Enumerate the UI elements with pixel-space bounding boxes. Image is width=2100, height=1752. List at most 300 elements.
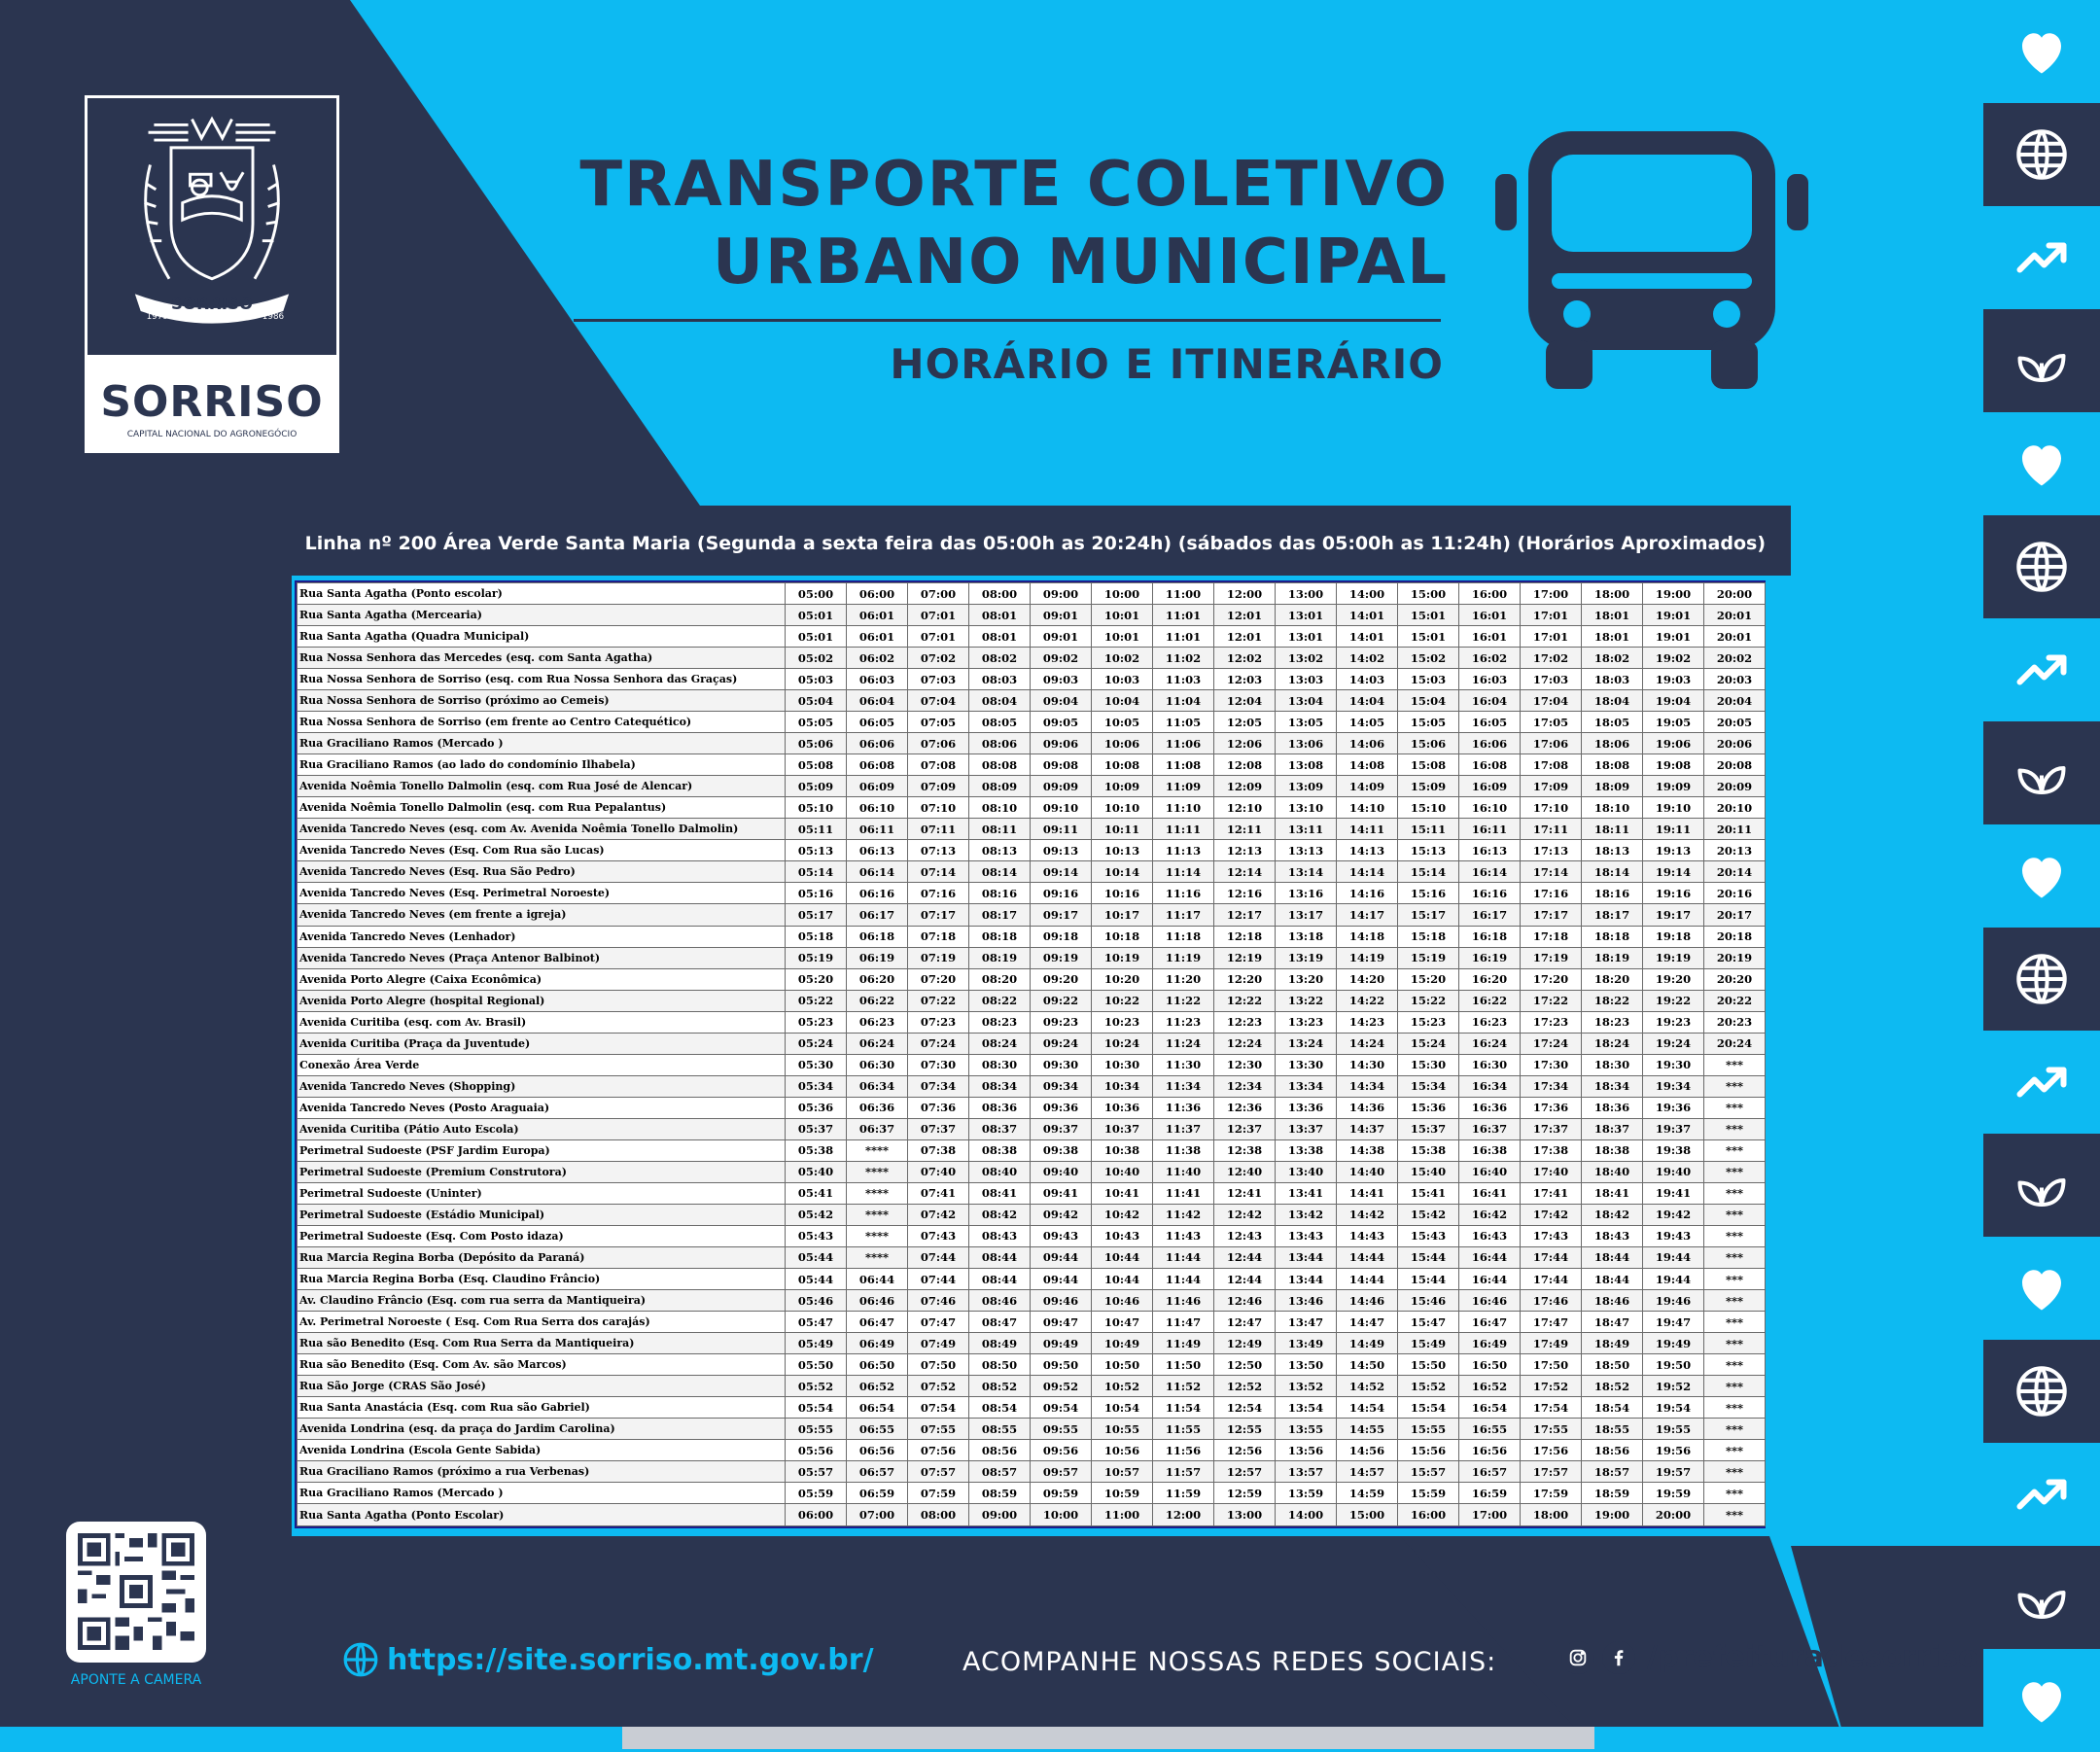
line-info-text: Linha nº 200 Área Verde Santa Maria (Segunda a sexta feira das 05:00h as 20:24h) (sábados das 05:00h as 11:24h) (Horários Aproximados) <box>304 533 1766 554</box>
departure-time: *** <box>1704 1376 1766 1397</box>
stop-name: Avenida Noêmia Tonello Dalmolin (esq. com Rua José de Alencar) <box>298 776 786 797</box>
table-row <box>298 1033 1766 1054</box>
departure-time: 19:20 <box>1643 968 1704 990</box>
departure-time: 12:18 <box>1214 926 1276 947</box>
page-title <box>544 146 1449 301</box>
departure-time: 12:49 <box>1214 1333 1276 1354</box>
departure-time: 11:49 <box>1153 1333 1214 1354</box>
departure-time: 18:40 <box>1582 1161 1643 1182</box>
departure-time: 16:00 <box>1398 1504 1459 1526</box>
departure-time: 09:36 <box>1031 1097 1092 1118</box>
departure-time: 15:50 <box>1398 1354 1459 1376</box>
departure-time: 15:05 <box>1398 712 1459 733</box>
departure-time: 19:36 <box>1643 1097 1704 1118</box>
departure-time: 08:43 <box>969 1225 1031 1246</box>
departure-time: 09:59 <box>1031 1483 1092 1504</box>
departure-time: 09:06 <box>1031 733 1092 754</box>
departure-time: 13:08 <box>1276 754 1337 776</box>
departure-time: 20:02 <box>1704 648 1766 669</box>
departure-time: 16:01 <box>1459 626 1521 648</box>
departure-time: 08:22 <box>969 990 1031 1011</box>
departure-time: 13:02 <box>1276 648 1337 669</box>
departure-time: *** <box>1704 1290 1766 1312</box>
departure-time: 15:00 <box>1398 583 1459 605</box>
table-row <box>298 840 1766 861</box>
departure-time: 12:46 <box>1214 1290 1276 1312</box>
table-row <box>298 690 1766 712</box>
departure-time: 15:10 <box>1398 797 1459 819</box>
stop-name: Avenida Porto Alegre (hospital Regional) <box>298 990 786 1011</box>
departure-time: 13:22 <box>1276 990 1337 1011</box>
departure-time: 15:09 <box>1398 776 1459 797</box>
departure-time: 09:50 <box>1031 1354 1092 1376</box>
departure-time: 19:00 <box>1643 583 1704 605</box>
departure-time: 17:52 <box>1521 1376 1582 1397</box>
stop-name: Avenida Tancredo Neves (Shopping) <box>298 1075 786 1097</box>
departure-time: 16:06 <box>1459 733 1521 754</box>
heart-icon <box>1983 1237 2100 1340</box>
departure-time: 13:34 <box>1276 1075 1337 1097</box>
departure-time: 09:47 <box>1031 1312 1092 1333</box>
stop-name: Rua Santa Agatha (Quadra Municipal) <box>298 626 786 648</box>
departure-time: 13:04 <box>1276 690 1337 712</box>
departure-time: 11:36 <box>1153 1097 1214 1118</box>
departure-time: 11:04 <box>1153 690 1214 712</box>
stop-name: Perimetral Sudoeste (Uninter) <box>298 1182 786 1204</box>
departure-time: 06:50 <box>847 1354 908 1376</box>
departure-time: 13:37 <box>1276 1118 1337 1139</box>
departure-time: 08:37 <box>969 1118 1031 1139</box>
departure-time: 20:23 <box>1704 1011 1766 1033</box>
departure-time: 13:30 <box>1276 1054 1337 1075</box>
departure-time: 15:22 <box>1398 990 1459 1011</box>
departure-time: 05:55 <box>786 1419 847 1440</box>
departure-time: 09:55 <box>1031 1419 1092 1440</box>
departure-time: 06:10 <box>847 797 908 819</box>
trending-up-icon <box>1983 618 2100 721</box>
departure-time: 07:34 <box>908 1075 969 1097</box>
stop-name: Avenida Londrina (esq. da praça do Jardim Carolina) <box>298 1419 786 1440</box>
departure-time: 11:08 <box>1153 754 1214 776</box>
departure-time: 15:19 <box>1398 947 1459 968</box>
departure-time: 20:10 <box>1704 797 1766 819</box>
departure-time: 17:30 <box>1521 1054 1582 1075</box>
departure-time: 19:06 <box>1643 733 1704 754</box>
departure-time: 15:36 <box>1398 1097 1459 1118</box>
departure-time: 15:52 <box>1398 1376 1459 1397</box>
departure-time: *** <box>1704 1204 1766 1225</box>
departure-time: 13:43 <box>1276 1225 1337 1246</box>
departure-time: 19:01 <box>1643 605 1704 626</box>
departure-time: 06:01 <box>847 605 908 626</box>
departure-time: 12:47 <box>1214 1312 1276 1333</box>
departure-time: 09:40 <box>1031 1161 1092 1182</box>
departure-time: 14:09 <box>1337 776 1398 797</box>
departure-time: 08:04 <box>969 690 1031 712</box>
website-link[interactable] <box>342 1641 874 1678</box>
departure-time: 18:41 <box>1582 1182 1643 1204</box>
departure-time: 05:20 <box>786 968 847 990</box>
table-row <box>298 1182 1766 1204</box>
departure-time: 10:00 <box>1031 1504 1092 1526</box>
departure-time: 07:05 <box>908 712 969 733</box>
departure-time: 10:59 <box>1092 1483 1153 1504</box>
departure-time: 09:37 <box>1031 1118 1092 1139</box>
stop-name: Perimetral Sudoeste (Esq. Com Posto idaza) <box>298 1225 786 1246</box>
departure-time: 09:13 <box>1031 840 1092 861</box>
departure-time: 09:56 <box>1031 1440 1092 1461</box>
departure-time: 06:52 <box>847 1376 908 1397</box>
stop-name: Avenida Tancredo Neves (em frente a igreja) <box>298 904 786 926</box>
departure-time: 16:42 <box>1459 1204 1521 1225</box>
departure-time: 13:59 <box>1276 1483 1337 1504</box>
departure-time: 09:46 <box>1031 1290 1092 1312</box>
departure-time: 18:55 <box>1582 1419 1643 1440</box>
departure-time: 06:47 <box>847 1312 908 1333</box>
departure-time: 13:24 <box>1276 1033 1337 1054</box>
departure-time: **** <box>847 1225 908 1246</box>
departure-time: 07:09 <box>908 776 969 797</box>
departure-time: 11:30 <box>1153 1054 1214 1075</box>
departure-time: 16:13 <box>1459 840 1521 861</box>
stop-name: Avenida Tancredo Neves (Praça Antenor Balbinot) <box>298 947 786 968</box>
departure-time: 12:36 <box>1214 1097 1276 1118</box>
heart-icon <box>1983 0 2100 103</box>
departure-time: **** <box>847 1182 908 1204</box>
departure-time: 15:13 <box>1398 840 1459 861</box>
departure-time: 06:36 <box>847 1097 908 1118</box>
departure-time: 18:59 <box>1582 1483 1643 1504</box>
departure-time: 07:56 <box>908 1440 969 1461</box>
logo-year-left: 1979 <box>146 311 168 322</box>
departure-time: 05:11 <box>786 819 847 840</box>
stop-name: Rua São Jorge (CRAS São José) <box>298 1376 786 1397</box>
departure-time: 10:13 <box>1092 840 1153 861</box>
departure-time: 10:04 <box>1092 690 1153 712</box>
departure-time: 07:52 <box>908 1376 969 1397</box>
departure-time: 10:42 <box>1092 1204 1153 1225</box>
departure-time: 07:22 <box>908 990 969 1011</box>
departure-time: 15:03 <box>1398 669 1459 690</box>
departure-time: 07:18 <box>908 926 969 947</box>
departure-time: 20:00 <box>1704 583 1766 605</box>
departure-time: 07:44 <box>908 1269 969 1290</box>
departure-time: 20:11 <box>1704 819 1766 840</box>
departure-time: 07:08 <box>908 754 969 776</box>
departure-time: 11:10 <box>1153 797 1214 819</box>
departure-time: 10:43 <box>1092 1225 1153 1246</box>
departure-time: 07:30 <box>908 1054 969 1075</box>
departure-time: 20:13 <box>1704 840 1766 861</box>
stop-name: Avenida Tancredo Neves (Esq. Perimetral Noroeste) <box>298 883 786 904</box>
departure-time: 06:00 <box>786 1504 847 1526</box>
departure-time: 15:23 <box>1398 1011 1459 1033</box>
departure-time: 16:52 <box>1459 1376 1521 1397</box>
departure-time: 14:22 <box>1337 990 1398 1011</box>
departure-time: 07:36 <box>908 1097 969 1118</box>
departure-time: 17:06 <box>1521 733 1582 754</box>
table-row <box>298 1397 1766 1419</box>
departure-time: 10:49 <box>1092 1333 1153 1354</box>
table-row <box>298 1440 1766 1461</box>
trending-up-icon <box>1983 206 2100 309</box>
departure-time: 16:19 <box>1459 947 1521 968</box>
table-row <box>298 1246 1766 1268</box>
table-row <box>298 1461 1766 1483</box>
departure-time: 12:38 <box>1214 1139 1276 1161</box>
departure-time: 11:54 <box>1153 1397 1214 1419</box>
departure-time: 12:11 <box>1214 819 1276 840</box>
departure-time: 16:40 <box>1459 1161 1521 1182</box>
departure-time: 07:43 <box>908 1225 969 1246</box>
departure-time: 07:11 <box>908 819 969 840</box>
table-row <box>298 883 1766 904</box>
departure-time: 15:34 <box>1398 1075 1459 1097</box>
departure-time: 16:09 <box>1459 776 1521 797</box>
departure-time: 10:52 <box>1092 1376 1153 1397</box>
departure-time: 08:08 <box>969 754 1031 776</box>
departure-time: 19:23 <box>1643 1011 1704 1033</box>
departure-time: 18:37 <box>1582 1118 1643 1139</box>
departure-time: 13:01 <box>1276 605 1337 626</box>
departure-time: 09:02 <box>1031 648 1092 669</box>
table-row <box>298 712 1766 733</box>
departure-time: 15:02 <box>1398 648 1459 669</box>
departure-time: 19:46 <box>1643 1290 1704 1312</box>
social-handle[interactable]: /prefeituradesorriso <box>1647 1640 1978 1674</box>
departure-time: 17:43 <box>1521 1225 1582 1246</box>
departure-time: 18:13 <box>1582 840 1643 861</box>
departure-time: 19:13 <box>1643 840 1704 861</box>
departure-time: 16:18 <box>1459 926 1521 947</box>
departure-time: 07:40 <box>908 1161 969 1182</box>
departure-time: 11:13 <box>1153 840 1214 861</box>
departure-time: 19:50 <box>1643 1354 1704 1376</box>
departure-time: 16:05 <box>1459 712 1521 733</box>
departure-time: 11:38 <box>1153 1139 1214 1161</box>
departure-time: 09:57 <box>1031 1461 1092 1483</box>
departure-time: 12:34 <box>1214 1075 1276 1097</box>
departure-time: 11:05 <box>1153 712 1214 733</box>
departure-time: **** <box>847 1139 908 1161</box>
instagram-icon[interactable] <box>1561 1641 1594 1674</box>
departure-time: 19:40 <box>1643 1161 1704 1182</box>
departure-time: 14:54 <box>1337 1397 1398 1419</box>
departure-time: 15:46 <box>1398 1290 1459 1312</box>
departure-time: 18:00 <box>1521 1504 1582 1526</box>
departure-time: 09:54 <box>1031 1397 1092 1419</box>
departure-time: 17:56 <box>1521 1440 1582 1461</box>
departure-time: 18:43 <box>1582 1225 1643 1246</box>
stop-name: Conexão Área Verde <box>298 1054 786 1075</box>
departure-time: 18:23 <box>1582 1011 1643 1033</box>
departure-time: 15:41 <box>1398 1182 1459 1204</box>
departure-time: 09:49 <box>1031 1333 1092 1354</box>
departure-time: 06:30 <box>847 1054 908 1075</box>
departure-time: 09:11 <box>1031 819 1092 840</box>
departure-time: 09:01 <box>1031 626 1092 648</box>
departure-time: 18:38 <box>1582 1139 1643 1161</box>
departure-time: 15:37 <box>1398 1118 1459 1139</box>
departure-time: 11:42 <box>1153 1204 1214 1225</box>
departure-time: 17:41 <box>1521 1182 1582 1204</box>
departure-time: 15:14 <box>1398 861 1459 883</box>
table-row <box>298 947 1766 968</box>
departure-time: 05:56 <box>786 1440 847 1461</box>
departure-time: 06:02 <box>847 648 908 669</box>
stop-name: Perimetral Sudoeste (PSF Jardim Europa) <box>298 1139 786 1161</box>
departure-time: 05:02 <box>786 648 847 669</box>
departure-time: 20:09 <box>1704 776 1766 797</box>
departure-time: 06:00 <box>847 583 908 605</box>
departure-time: 14:20 <box>1337 968 1398 990</box>
departure-time: 11:03 <box>1153 669 1214 690</box>
departure-time: 14:59 <box>1337 1483 1398 1504</box>
departure-time: 08:06 <box>969 733 1031 754</box>
departure-time: 16:02 <box>1459 648 1521 669</box>
departure-time: 17:57 <box>1521 1461 1582 1483</box>
departure-time: 08:01 <box>969 626 1031 648</box>
departure-time: 18:09 <box>1582 776 1643 797</box>
departure-time: *** <box>1704 1054 1766 1075</box>
website-url[interactable]: https://site.sorriso.mt.gov.br/ <box>387 1642 874 1677</box>
departure-time: *** <box>1704 1075 1766 1097</box>
departure-time: 10:34 <box>1092 1075 1153 1097</box>
departure-time: 06:17 <box>847 904 908 926</box>
departure-time: 16:08 <box>1459 754 1521 776</box>
stop-name: Avenida Porto Alegre (Caixa Econômica) <box>298 968 786 990</box>
departure-time: 17:00 <box>1521 583 1582 605</box>
departure-time: 10:47 <box>1092 1312 1153 1333</box>
departure-time: 11:09 <box>1153 776 1214 797</box>
departure-time: 10:41 <box>1092 1182 1153 1204</box>
departure-time: 17:44 <box>1521 1246 1582 1268</box>
departure-time: 07:17 <box>908 904 969 926</box>
departure-time: 05:54 <box>786 1397 847 1419</box>
departure-time: 17:38 <box>1521 1139 1582 1161</box>
departure-time: *** <box>1704 1333 1766 1354</box>
departure-time: 17:01 <box>1521 626 1582 648</box>
departure-time: 16:44 <box>1459 1246 1521 1268</box>
departure-time: 13:49 <box>1276 1333 1337 1354</box>
departure-time: 10:38 <box>1092 1139 1153 1161</box>
departure-time: 16:04 <box>1459 690 1521 712</box>
departure-time: 20:05 <box>1704 712 1766 733</box>
departure-time: 10:56 <box>1092 1440 1153 1461</box>
departure-time: 11:02 <box>1153 648 1214 669</box>
departure-time: 09:22 <box>1031 990 1092 1011</box>
departure-time: *** <box>1704 1440 1766 1461</box>
departure-time: 08:03 <box>969 669 1031 690</box>
departure-time: 07:49 <box>908 1333 969 1354</box>
departure-time: 14:01 <box>1337 605 1398 626</box>
departure-time: 05:19 <box>786 947 847 968</box>
departure-time: 08:13 <box>969 840 1031 861</box>
departure-time: 17:02 <box>1521 648 1582 669</box>
table-row <box>298 648 1766 669</box>
stop-name: Avenida Tancredo Neves (Esq. Com Rua são Lucas) <box>298 840 786 861</box>
departure-time: 14:38 <box>1337 1139 1398 1161</box>
departure-time: 14:55 <box>1337 1419 1398 1440</box>
title-divider <box>574 319 1441 322</box>
departure-time: 13:56 <box>1276 1440 1337 1461</box>
table-row <box>298 754 1766 776</box>
departure-time: 07:00 <box>908 583 969 605</box>
departure-time: 07:10 <box>908 797 969 819</box>
departure-time: 10:37 <box>1092 1118 1153 1139</box>
departure-time: 11:37 <box>1153 1118 1214 1139</box>
departure-time: 14:36 <box>1337 1097 1398 1118</box>
departure-time: 08:00 <box>969 583 1031 605</box>
departure-time: 13:41 <box>1276 1182 1337 1204</box>
departure-time: 08:11 <box>969 819 1031 840</box>
departure-time: 15:43 <box>1398 1225 1459 1246</box>
departure-time: 18:08 <box>1582 754 1643 776</box>
logo-year-right: 1986 <box>262 311 285 322</box>
departure-time: 09:52 <box>1031 1376 1092 1397</box>
departure-time: 08:24 <box>969 1033 1031 1054</box>
departure-time: 16:56 <box>1459 1440 1521 1461</box>
departure-time: 17:14 <box>1521 861 1582 883</box>
departure-time: 07:14 <box>908 861 969 883</box>
departure-time: 09:19 <box>1031 947 1092 968</box>
departure-time: 17:37 <box>1521 1118 1582 1139</box>
departure-time: 07:03 <box>908 669 969 690</box>
departure-time: 09:01 <box>1031 605 1092 626</box>
departure-time: 08:56 <box>969 1440 1031 1461</box>
stop-name: Avenida Curitiba (Praça da Juventude) <box>298 1033 786 1054</box>
table-row <box>298 904 1766 926</box>
departure-time: 14:56 <box>1337 1440 1398 1461</box>
departure-time: 10:40 <box>1092 1161 1153 1182</box>
departure-time: 15:17 <box>1398 904 1459 926</box>
departure-time: 11:55 <box>1153 1419 1214 1440</box>
stop-name: Rua Nossa Senhora de Sorriso (em frente ao Centro Catequético) <box>298 712 786 733</box>
departure-time: 09:38 <box>1031 1139 1092 1161</box>
departure-time: 09:00 <box>1031 583 1092 605</box>
departure-time: 19:34 <box>1643 1075 1704 1097</box>
qr-code[interactable] <box>66 1522 206 1663</box>
departure-time: 17:23 <box>1521 1011 1582 1033</box>
departure-time: 15:38 <box>1398 1139 1459 1161</box>
departure-time: 18:11 <box>1582 819 1643 840</box>
departure-time: 07:01 <box>908 605 969 626</box>
departure-time: 18:57 <box>1582 1461 1643 1483</box>
departure-time: 15:44 <box>1398 1246 1459 1268</box>
departure-time: *** <box>1704 1161 1766 1182</box>
departure-time: 12:55 <box>1214 1419 1276 1440</box>
departure-time: 08:36 <box>969 1097 1031 1118</box>
departure-time: 08:10 <box>969 797 1031 819</box>
departure-time: 19:22 <box>1643 990 1704 1011</box>
departure-time: 09:44 <box>1031 1269 1092 1290</box>
departure-time: 19:09 <box>1643 776 1704 797</box>
heart-icon <box>1983 412 2100 515</box>
departure-time: 14:11 <box>1337 819 1398 840</box>
departure-time: 09:16 <box>1031 883 1092 904</box>
facebook-icon[interactable] <box>1602 1641 1635 1674</box>
departure-time: 13:10 <box>1276 797 1337 819</box>
departure-time: **** <box>847 1204 908 1225</box>
departure-time: 16:16 <box>1459 883 1521 904</box>
departure-time: 14:47 <box>1337 1312 1398 1333</box>
departure-time: 07:00 <box>847 1504 908 1526</box>
departure-time: 18:19 <box>1582 947 1643 968</box>
departure-time: 07:44 <box>908 1246 969 1268</box>
table-row <box>298 797 1766 819</box>
departure-time: 19:41 <box>1643 1182 1704 1204</box>
departure-time: 09:08 <box>1031 754 1092 776</box>
